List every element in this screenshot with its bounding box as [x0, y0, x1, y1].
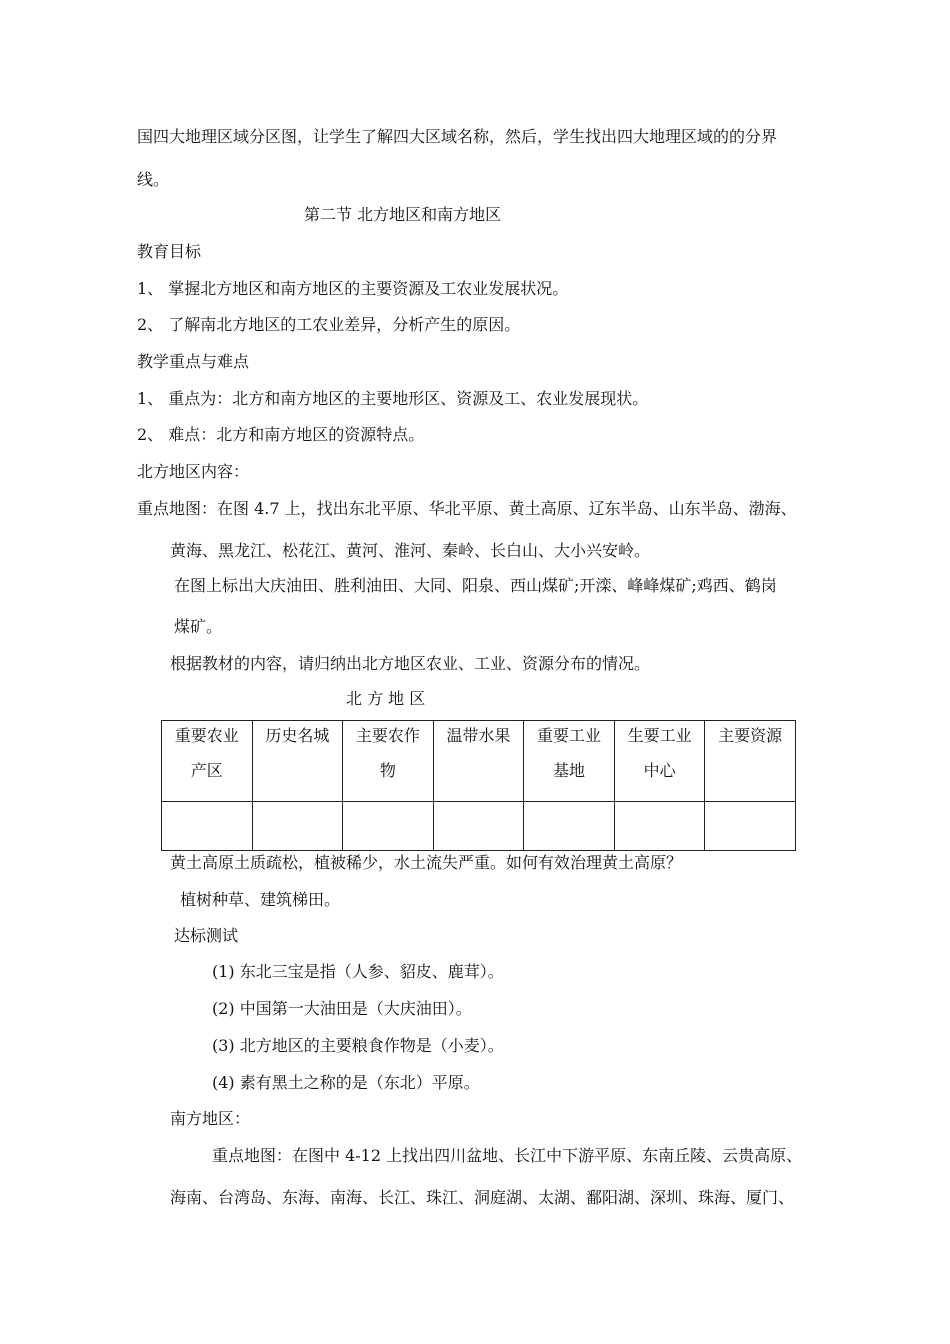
table-header-row — [162, 721, 796, 802]
test-question: (4) 素有黑土之称的是（东北）平原。 — [212, 1073, 480, 1092]
table-cell — [162, 802, 253, 851]
test-question: (2) 中国第一大油田是（大庆油田）。 — [212, 999, 472, 1018]
heading-north-content: 北方地区内容： — [137, 462, 250, 481]
goal-item: 2、 了解南北方地区的工农业差异，分析产生的原因。 — [137, 315, 521, 334]
summary-instruction: 根据教材的内容，请归纳出北方地区农业、工业、资源分布的情况。 — [170, 654, 651, 673]
table-header-cell: 重要工业 基地 — [524, 721, 615, 802]
table-title: 北 方 地 区 — [346, 689, 426, 708]
table-cell — [433, 802, 524, 851]
paragraph-line: 国四大地理区域分区图，让学生了解四大区域名称，然后，学生找出四大地理区域的的分界 — [137, 127, 778, 146]
paragraph-line: 线。 — [137, 170, 170, 189]
heading-key-points: 教学重点与难点 — [137, 352, 250, 371]
north-region-table — [161, 720, 796, 851]
table-cell — [614, 802, 705, 851]
goal-item: 1、 掌握北方地区和南方地区的主要资源及工农业发展状况。 — [137, 279, 569, 298]
map-instruction: 重点地图：在图 4.7 上，找出东北平原、华北平原、黄土高原、辽东半岛、山东半岛、渤海、 — [137, 499, 797, 518]
key-point-item: 1、 重点为：北方和南方地区的主要地形区、资源及工、农业发展现状。 — [137, 389, 649, 408]
heading-test: 达标测试 — [174, 926, 239, 945]
table-header-cell: 历史名城 — [252, 721, 343, 802]
test-question: (1) 东北三宝是指（人参、貂皮、鹿茸）。 — [212, 962, 504, 981]
table-header-cell: 生要工业 中心 — [614, 721, 705, 802]
answer-line: 植树种草、建筑梯田。 — [180, 890, 341, 909]
table-header-cell: 主要农作 物 — [343, 721, 434, 802]
table-header-cell: 温带水果 — [433, 721, 524, 802]
map-instruction: 在图上标出大庆油田、胜利油田、大同、阳泉、西山煤矿;开滦、峰峰煤矿;鸡西、鹤岗 — [174, 576, 777, 595]
table-cell — [524, 802, 615, 851]
table-cell — [343, 802, 434, 851]
map-instruction: 重点地图：在图中 4-12 上找出四川盆地、长江中下游平原、东南丘陵、云贵高原、 — [212, 1146, 803, 1165]
table-header-cell: 主要资源 — [705, 721, 796, 802]
test-question: (3) 北方地区的主要粮食作物是（小麦）。 — [212, 1036, 504, 1055]
map-instruction: 黄海、黑龙江、松花江、黄河、淮河、秦岭、长白山、大小兴安岭。 — [170, 541, 651, 560]
table-cell — [705, 802, 796, 851]
map-instruction: 煤矿。 — [174, 617, 223, 636]
heading-education-goals: 教育目标 — [137, 242, 202, 261]
table-cell — [252, 802, 343, 851]
key-point-item: 2、 难点：北方和南方地区的资源特点。 — [137, 425, 425, 444]
map-instruction: 海南、台湾岛、东海、南海、长江、珠江、洞庭湖、太湖、鄱阳湖、深圳、珠海、厦门、 — [170, 1188, 795, 1207]
section-title: 第二节 北方地区和南方地区 — [304, 205, 502, 224]
table-header-cell: 重要农业 产区 — [162, 721, 253, 802]
question-line: 黄土高原土质疏松，植被稀少，水土流失严重。如何有效治理黄土高原？ — [170, 853, 683, 872]
table-row — [162, 802, 796, 851]
heading-south: 南方地区： — [170, 1109, 251, 1128]
